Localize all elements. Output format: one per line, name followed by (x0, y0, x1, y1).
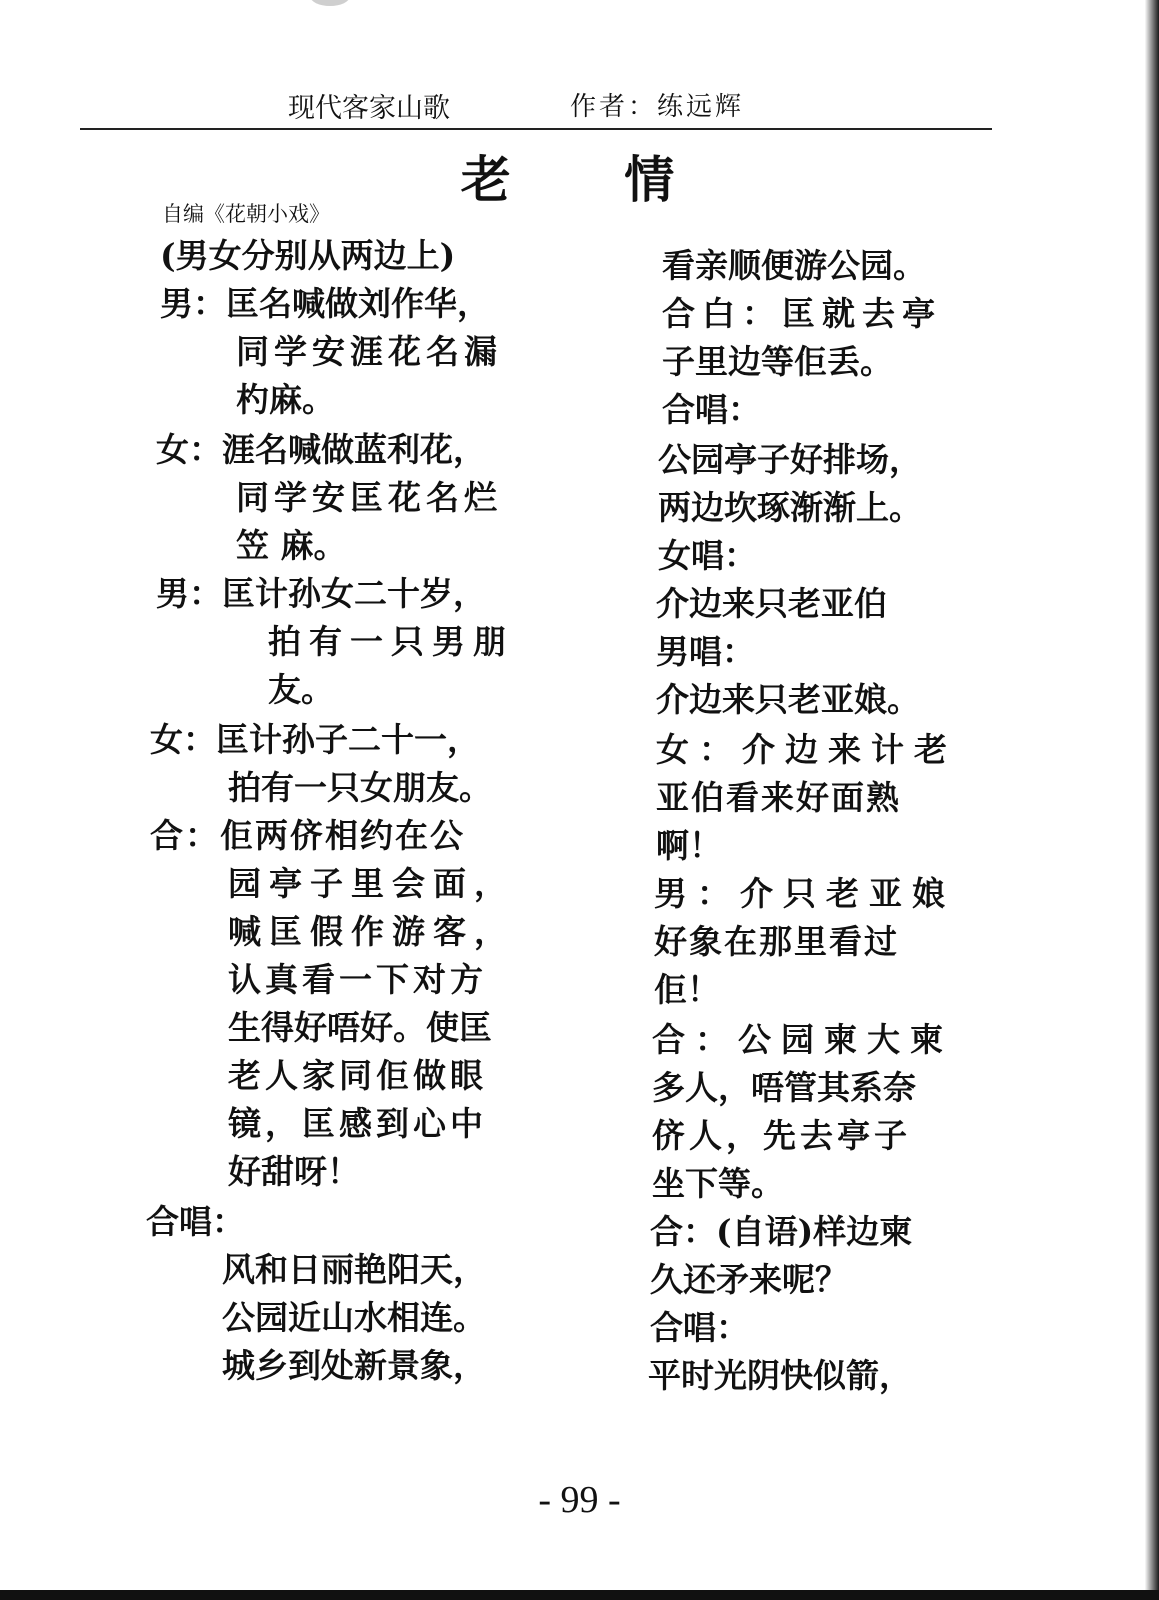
text-line: 老人家同佢做眼 (228, 1056, 487, 1095)
poem-title: 老 情 (460, 151, 723, 209)
text-line: 好甜呀！ (228, 1152, 360, 1191)
text-line: 合唱： (146, 1202, 245, 1241)
header-rule (80, 128, 992, 130)
text-line: 女：涯名喊做蓝利花， (156, 430, 486, 469)
text-line: 子里边等佢丢。 (662, 342, 893, 381)
text-line: 多人，唔管其系奈 (652, 1068, 916, 1107)
text-line: 亚伯看来好面熟 (656, 778, 901, 817)
text-line: (男女分别从两边上) (160, 236, 456, 275)
text-line: 合：佢两侪相约在公 (150, 816, 465, 855)
text-line: 笠 麻。 (236, 526, 347, 565)
text-line: 男：介只老亚娘 (654, 874, 955, 913)
text-line: 同学安匡花名烂 (236, 478, 502, 517)
text-line: 镜，匡感到心中 (228, 1104, 487, 1143)
scan-edge-bottom (0, 1590, 1159, 1600)
text-line: 看亲顺便游公园。 (662, 246, 926, 285)
text-line: 合：(自语)样边柬 (650, 1212, 913, 1251)
text-line: 久还矛来呢？ (650, 1260, 848, 1299)
text-line: 合白：匡就去亭 (662, 294, 942, 333)
text-line: 女：匡计孙子二十一， (150, 720, 480, 759)
text-line: 生得好唔好。使匡 (228, 1008, 492, 1047)
scan-mark (310, 0, 350, 6)
text-line: 合唱： (650, 1308, 749, 1347)
subtitle: 自编《花朝小戏》 (162, 202, 330, 226)
text-line: 同学安涯花名漏 (236, 332, 502, 371)
text-line: 介边来只老亚娘。 (656, 680, 920, 719)
text-line: 认真看一下对方 (228, 960, 487, 999)
text-line: 两边坎琢渐渐上。 (658, 488, 922, 527)
page-number: - 99 - (538, 1479, 621, 1521)
text-line: 拍有一只女朋友。 (228, 768, 492, 807)
text-line: 好象在那里看过 (654, 922, 899, 961)
scan-edge-right (1145, 0, 1159, 1600)
text-line: 拍有一只男朋 (268, 622, 514, 661)
text-line: 坐下等。 (652, 1164, 784, 1203)
text-line: 城乡到处新景象， (222, 1346, 486, 1385)
text-line: 佢！ (654, 970, 720, 1009)
text-line: 公园近山水相连。 (222, 1298, 486, 1337)
text-line: 合：公园柬大柬 (652, 1020, 953, 1059)
text-line: 侪人，先去亭子 (652, 1116, 911, 1155)
text-line: 园亭子里会面， (228, 864, 515, 903)
text-line: 杓麻。 (236, 380, 335, 419)
text-line: 男唱： (656, 632, 755, 671)
text-line: 女：介边来计老 (656, 730, 957, 769)
author-line: 作者：练远辉 (570, 92, 745, 122)
text-line: 合唱： (662, 390, 761, 429)
text-line: 啊！ (656, 826, 722, 865)
text-line: 喊匡假作游客， (228, 912, 515, 951)
text-line: 风和日丽艳阳天， (222, 1250, 486, 1289)
text-line: 男：匡计孙女二十岁， (156, 574, 486, 613)
book-title: 现代客家山歌 (288, 93, 450, 124)
text-line: 女唱： (658, 536, 757, 575)
text-line: 男：匡名喊做刘作华， (160, 284, 490, 323)
text-line: 介边来只老亚伯 (656, 584, 887, 623)
text-line: 公园亭子好排场， (658, 440, 922, 479)
running-header (80, 86, 992, 124)
text-line: 友。 (268, 670, 334, 709)
text-line: 平时光阴快似箭， (648, 1356, 912, 1395)
